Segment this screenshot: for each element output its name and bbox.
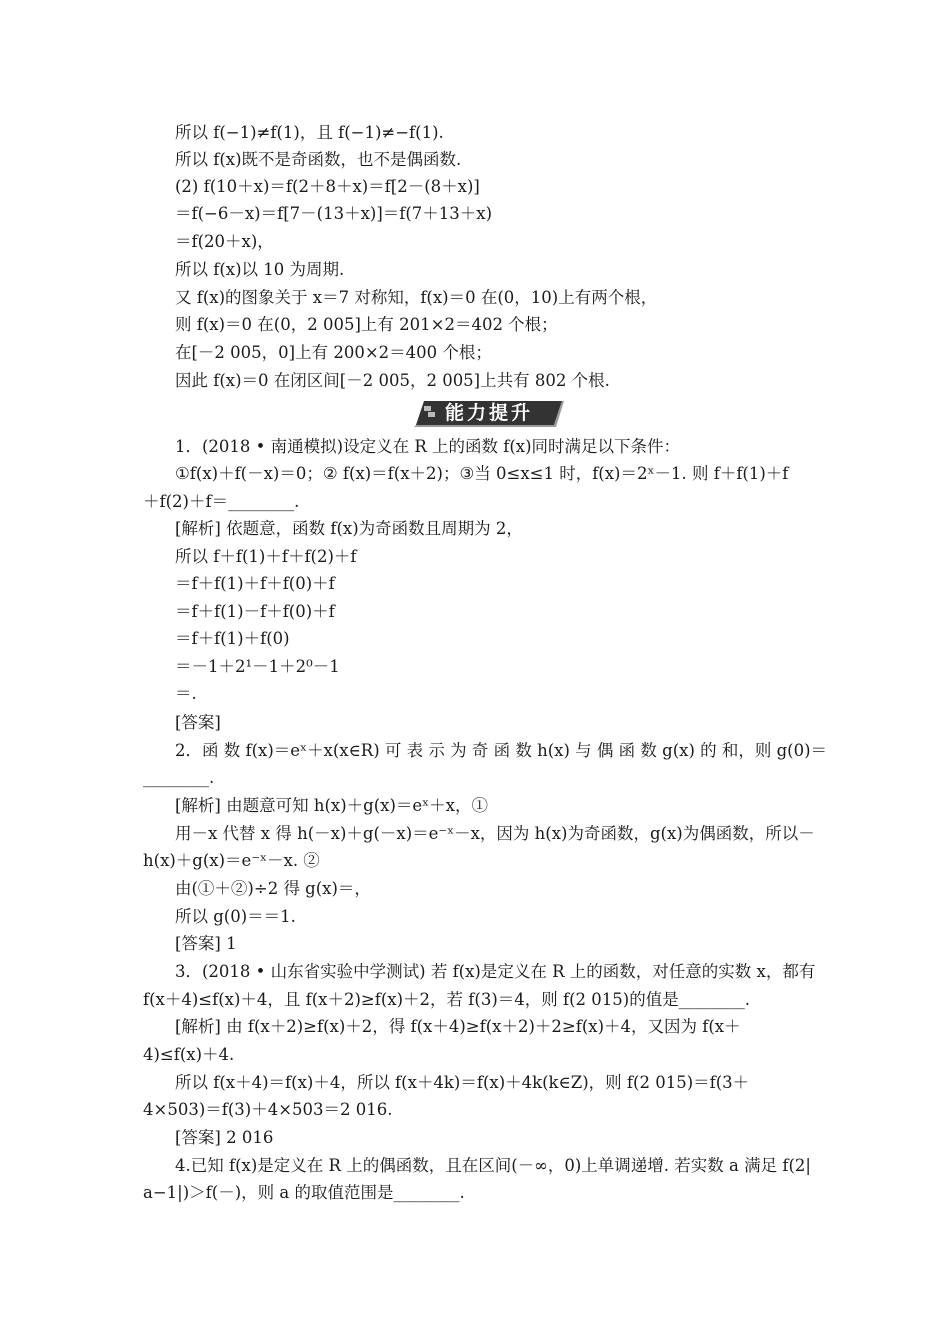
text-line: ＝f(20＋x)， bbox=[175, 232, 274, 251]
text-line: [解析] 由 f(x＋2)≥f(x)＋2，得 f(x＋4)≥f(x＋2)＋2≥f(x)＋4，又因为 f(x＋ bbox=[175, 1017, 741, 1036]
text-line: ＝f(−6－x)＝f[7－(13＋x)]＝f(7＋13＋x) bbox=[175, 204, 493, 223]
text-line: h(x)＋g(x)＝e⁻ˣ－x. ② bbox=[143, 851, 320, 870]
text-line: 4×503)＝f(3)＋4×503＝2 016. bbox=[143, 1100, 393, 1119]
text-line: [答案] 1 bbox=[175, 934, 237, 953]
text-line: 1．(2018 • 南通模拟)设定义在 R 上的函数 f(x)同时满足以下条件： bbox=[175, 437, 681, 456]
text-line: [解析] 依题意，函数 f(x)为奇函数且周期为 2， bbox=[175, 519, 523, 538]
text-line: ＝f＋f(1)＋f(0) bbox=[175, 629, 290, 648]
text-line: 所以 f(x)以 10 为周期. bbox=[175, 260, 345, 279]
section-title: 能力提升 bbox=[444, 402, 533, 424]
text-line: 所以 f(x＋4)＝f(x)＋4，所以 f(x＋4k)＝f(x)＋4k(k∈Z)，则 f(2 015)＝f(3＋ bbox=[175, 1073, 750, 1092]
text-line: 3．(2018 • 山东省实验中学测试) 若 f(x)是定义在 R 上的函数，对任意的实数 x，都有 bbox=[175, 962, 816, 981]
text-line: 因此 f(x)＝0 在闭区间[－2 005，2 005]上共有 802 个根. bbox=[175, 371, 610, 390]
text-line: 2．函 数 f(x)＝eˣ＋x(x∈R) 可 表 示 为 奇 函 数 h(x) 与 偶 函 数 g(x) 的 和，则 g(0)＝ bbox=[175, 741, 828, 760]
section-banner bbox=[414, 398, 564, 428]
text-line: ＝f＋f(1)＋f＋f(0)＋f bbox=[175, 574, 335, 593]
text-line: [答案] bbox=[175, 713, 221, 732]
text-line: 在[－2 005，0]上有 200×2＝400 个根； bbox=[175, 343, 492, 362]
text-line: 所以 g(0)＝＝1. bbox=[175, 907, 296, 926]
text-line: ＋f(2)＋f＝________. bbox=[143, 492, 300, 511]
text-line: 所以 f＋f(1)＋f＋f(2)＋f bbox=[175, 547, 357, 566]
text-line: [答案] 2 016 bbox=[175, 1128, 274, 1147]
text-line: ①f(x)＋f(－x)＝0；② f(x)＝f(x＋2)；③当 0≤x≤1 时，f(x)＝2ˣ－1. 则 f＋f(1)＋f bbox=[175, 464, 789, 483]
text-line: [解析] 由题意可知 h(x)＋g(x)＝eˣ＋x，① bbox=[175, 796, 488, 815]
text-line: ＝－1＋2¹－1＋2⁰－1 bbox=[175, 657, 340, 676]
text-line: 用－x 代替 x 得 h(－x)＋g(－x)＝e⁻ˣ－x，因为 h(x)为奇函数，g(x)为偶函数，所以－ bbox=[175, 824, 815, 843]
text-line: 所以 f(x)既不是奇函数，也不是偶函数. bbox=[175, 150, 462, 169]
text-line: a−1|)＞f(－)，则 a 的取值范围是________. bbox=[143, 1183, 465, 1202]
text-line: 又 f(x)的图象关于 x＝7 对称知，f(x)＝0 在(0，10)上有两个根， bbox=[175, 288, 658, 307]
text-line: f(x＋4)≤f(x)＋4，且 f(x＋2)≥f(x)＋2，若 f(3)＝4，则 f(2 015)的值是________. bbox=[143, 990, 750, 1009]
text-line: 由(①＋②)÷2 得 g(x)＝， bbox=[175, 879, 371, 898]
text-line: ＝f＋f(1)－f＋f(0)＋f bbox=[175, 602, 335, 621]
text-line: 4)≤f(x)＋4. bbox=[143, 1045, 235, 1064]
text-line: ＝. bbox=[175, 684, 197, 703]
text-line: 4.已知 f(x)是定义在 R 上的偶函数，且在区间(－∞，0)上单调递增. 若实数 a 满足 f(2| bbox=[175, 1156, 811, 1175]
text-line: ________. bbox=[143, 768, 215, 787]
text-line: 则 f(x)＝0 在(0，2 005]上有 201×2＝402 个根； bbox=[175, 315, 558, 334]
text-line: 所以 f(−1)≠f(1)，且 f(−1)≠−f(1). bbox=[175, 123, 444, 142]
text-line: (2) f(10＋x)＝f(2＋8＋x)＝f[2－(8＋x)] bbox=[175, 177, 480, 196]
